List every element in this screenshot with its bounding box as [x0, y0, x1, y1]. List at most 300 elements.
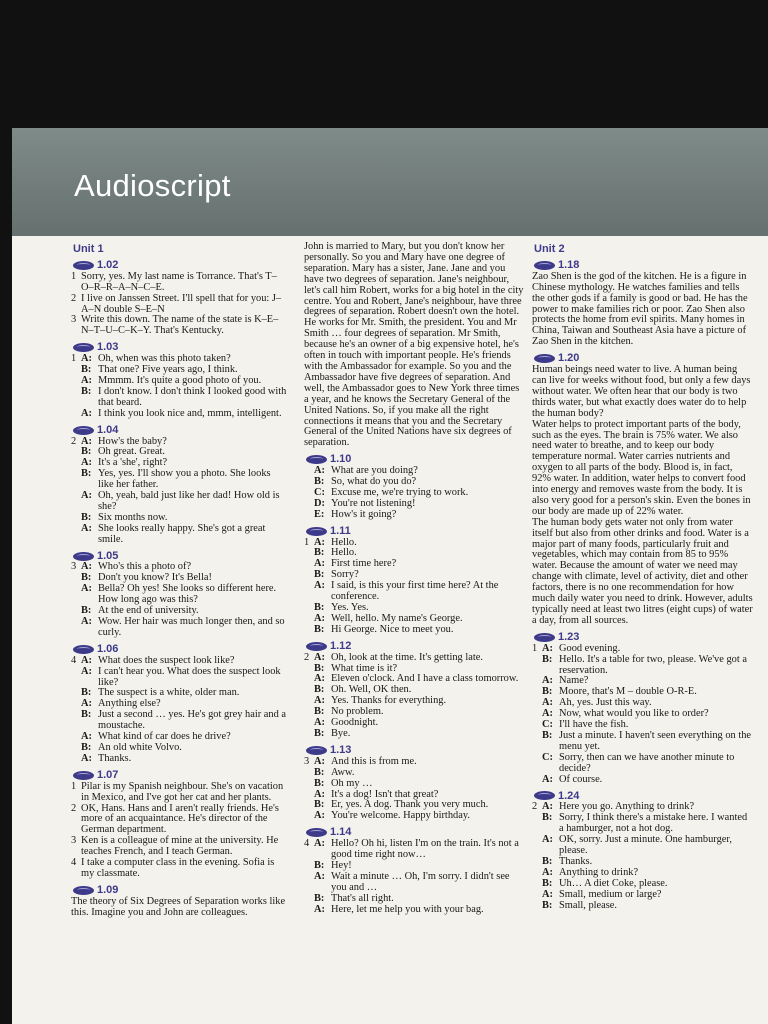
script-line [304, 768, 524, 779]
track-number: 1.10 [330, 453, 352, 466]
line-text: Bye. [331, 727, 351, 739]
speaker-label: B: [81, 385, 92, 397]
line-number [304, 581, 314, 603]
line-number [71, 469, 81, 491]
line-text: OK, sorry. Just a minute. One hamburger, please. [559, 834, 733, 857]
speaker-label: B: [81, 741, 92, 753]
line-number: 1 [304, 536, 310, 548]
line-number: 1 [71, 353, 77, 365]
cd-icon [306, 455, 327, 464]
line-text: It's a dog! Isn't that great? [331, 788, 439, 800]
line-number [71, 667, 81, 689]
script-line [71, 804, 287, 837]
speaker-label: A: [314, 558, 325, 570]
track-number: 1.12 [330, 639, 352, 652]
script-line [71, 524, 287, 546]
speaker-label: B: [314, 569, 325, 581]
line-text: Just a second … yes. He's got grey hair and a moustache. [98, 709, 286, 732]
line-text: Thanks. [98, 752, 132, 764]
speaker-label: B: [314, 662, 325, 674]
speaker-label: A: [81, 731, 92, 743]
line-text: Oh great. Great. [98, 446, 165, 458]
line-text: I said, is this your first time here? At the conference. [331, 580, 499, 603]
line-text: So, what do you do? [331, 476, 417, 488]
script-line [71, 315, 287, 337]
script-line [304, 894, 524, 905]
line-number: 1 [71, 780, 77, 792]
track-number: 1.24 [558, 789, 580, 802]
speaker-label: A: [542, 697, 553, 709]
script-line [71, 710, 287, 732]
script-line [71, 836, 287, 858]
speaker-label: C: [542, 719, 553, 731]
track-number: 1.20 [558, 352, 580, 365]
line-text: How's the baby? [98, 435, 167, 447]
track-heading [534, 260, 754, 271]
speaker-label: B: [314, 602, 325, 613]
line-number [304, 510, 314, 521]
line-text: Wow. Her hair was much longer then, and so curly. [98, 616, 285, 638]
cd-icon [534, 261, 555, 270]
line-number: 4 [71, 654, 77, 666]
speaker-label: B: [542, 686, 553, 698]
line-text: Hi George. Nice to meet you. [331, 623, 454, 635]
track-number: 1.03 [97, 341, 119, 354]
line-number [532, 775, 542, 786]
speaker-label: B: [81, 446, 92, 458]
speaker-label: A: [542, 888, 553, 900]
speaker-label: A: [81, 665, 92, 677]
line-text: Hello. It's a table for two, please. We've got a reservation. [559, 653, 747, 676]
line-text: I'll have the fish. [559, 719, 629, 731]
cd-icon [534, 633, 555, 642]
script-line [304, 653, 524, 664]
paragraph [71, 897, 287, 919]
paragraph [532, 365, 754, 420]
speaker-label: A: [314, 717, 325, 729]
script-line [304, 729, 524, 740]
line-number [304, 499, 314, 510]
track-heading [73, 551, 287, 562]
line-text: First time here? [331, 558, 397, 570]
paragraph [532, 272, 754, 348]
track-heading [306, 454, 524, 465]
speaker-label: B: [542, 899, 553, 911]
cd-icon [306, 642, 327, 651]
script-line [532, 890, 754, 901]
track-heading [306, 745, 524, 756]
cd-icon [73, 552, 94, 561]
track-number: 1.11 [330, 524, 351, 537]
line-number [304, 603, 314, 614]
speaker-label: D: [314, 497, 325, 509]
speaker-label: A: [314, 755, 325, 767]
cd-icon [73, 886, 94, 895]
line-number [532, 720, 542, 731]
line-text: Oh, look at the time. It's getting late. [331, 651, 483, 663]
speaker-label: B: [314, 727, 325, 739]
line-text: Small, medium or large? [559, 888, 662, 900]
line-text: You're welcome. Happy birthday. [331, 810, 470, 822]
line-text: Mmmm. It's quite a good photo of you. [98, 374, 262, 386]
line-number [532, 901, 542, 912]
track-heading [73, 260, 287, 271]
line-text: You're not listening! [331, 497, 416, 509]
line-text: Thanks. [559, 855, 593, 867]
line-number: 3 [71, 561, 77, 573]
line-number [304, 696, 314, 707]
speaker-label: A: [314, 612, 325, 624]
line-text: Write this down. The name of the state is K–E–N–T–U–C–K–Y. That's Kentucky. [81, 314, 279, 337]
line-text: I don't know. I don't think I looked good with that beard. [98, 385, 287, 408]
column-middle [304, 242, 524, 915]
line-text: Oh my … [331, 777, 373, 789]
line-number [304, 664, 314, 675]
speaker-label: A: [314, 810, 325, 822]
line-text: She looks really happy. She's got a great smile. [98, 522, 266, 545]
script-line [71, 858, 287, 880]
speaker-label: A: [542, 801, 553, 813]
speaker-label: A: [314, 673, 325, 685]
column-left [71, 242, 287, 919]
unit-heading: Unit 2 [534, 243, 565, 255]
line-text: Aww. [331, 766, 355, 778]
line-number [71, 524, 81, 546]
paragraph-text: John is married to Mary, but you don't know her personally. So you and Mary have one degree of separation. Mary has a sister, Jane. Jane and you have two degrees of separation. Jane's neighbour, let's call him Robert, works for a big hotel in the city centre. You and Robert, Jane's neighbour, have three degrees of separation. Robert doesn't own the hotel. He works for Mr. Smith, the president. You and Mr Smith … four degrees of separation. Mr Smith, because he's an owner of a big expensive hotel, he's often in touch with important people. He's friends with the Ambassador for example. So you and the Ambassador have five degrees of separation. And well, the Ambassador goes to New York three times a year, and he knows the Secretary General of the United Nations. So, if you make all the right connections it means that you and the Secretary General of the United Nations have six degrees of separation. [304, 241, 524, 449]
line-text: It's a 'she', right? [98, 457, 168, 469]
line-text: Pilar is my Spanish neighbour. She's on vacation in Mexico, and I've got her cat and her plants. [81, 780, 284, 803]
line-number [304, 674, 314, 685]
cd-icon [306, 527, 327, 536]
line-text: Hello. [331, 547, 357, 559]
speaker-label: C: [542, 751, 553, 763]
track-heading [534, 791, 754, 802]
line-number: 3 [304, 755, 310, 767]
line-text: Just a minute. I haven't seen everything on the menu yet. [559, 729, 752, 752]
speaker-label: B: [314, 623, 325, 635]
line-number [304, 729, 314, 740]
script-line [71, 617, 287, 639]
script-line [71, 272, 287, 294]
line-number [71, 699, 81, 710]
script-line [71, 667, 287, 689]
track-number: 1.23 [558, 630, 580, 643]
speaker-label: B: [542, 729, 553, 741]
line-number: 2 [71, 802, 77, 814]
line-text: Here, let me help you with your bag. [331, 903, 484, 915]
line-number [71, 732, 81, 743]
line-text: Oh. Well, OK then. [331, 684, 412, 696]
track-heading [73, 885, 287, 896]
speaker-label: B: [314, 547, 325, 559]
paragraph [304, 242, 524, 449]
cd-icon [73, 771, 94, 780]
line-number [532, 655, 542, 677]
line-number [304, 685, 314, 696]
speaker-label: A: [81, 752, 92, 764]
line-number [71, 409, 81, 420]
page-title: Audioscript [74, 168, 231, 203]
track-heading [306, 827, 524, 838]
speaker-label: A: [81, 490, 92, 502]
line-text: Yes, yes. I'll show you a photo. She looks like her father. [98, 468, 271, 491]
line-number [304, 614, 314, 625]
line-text: An old white Volvo. [98, 741, 182, 753]
line-number [532, 813, 542, 835]
line-number [71, 387, 81, 409]
line-number [532, 698, 542, 709]
line-text: Here you go. Anything to drink? [559, 801, 695, 813]
textbook-page [12, 128, 768, 1024]
track-heading [534, 632, 754, 643]
speaker-label: A: [314, 536, 325, 548]
speaker-label: A: [314, 838, 325, 850]
line-text: Well, hello. My name's George. [331, 612, 463, 624]
speaker-label: A: [314, 651, 325, 663]
cd-icon [306, 746, 327, 755]
line-number: 4 [71, 857, 77, 869]
line-text: I think you look nice and, mmm, intelligent. [98, 407, 282, 419]
line-number [304, 811, 314, 822]
line-text: Yes. Thanks for everything. [331, 695, 447, 707]
speaker-label: A: [81, 457, 92, 469]
speaker-label: B: [314, 706, 325, 718]
line-text: And this is from me. [331, 755, 417, 767]
line-number [71, 491, 81, 513]
line-number: 2 [71, 292, 77, 304]
track-number: 1.05 [97, 549, 119, 562]
script-line [304, 905, 524, 916]
line-number [71, 743, 81, 754]
speaker-label: B: [314, 859, 325, 871]
speaker-label: B: [314, 777, 325, 789]
line-text: What are you doing? [331, 465, 418, 477]
line-number [71, 513, 81, 524]
speaker-label: A: [81, 561, 92, 573]
line-number [304, 488, 314, 499]
line-text: I live on Janssen Street. I'll spell that for you: J–A–N double S–E–N [81, 292, 282, 315]
speaker-label: A: [542, 866, 553, 878]
line-number [304, 625, 314, 636]
line-text: Wait a minute … Oh, I'm sorry. I didn't see you and … [331, 870, 510, 893]
line-number [71, 617, 81, 639]
speaker-label: A: [542, 708, 553, 720]
speaker-label: B: [542, 653, 553, 665]
speaker-label: A: [81, 616, 92, 627]
line-text: Small, please. [559, 899, 618, 911]
line-text: The suspect is a white, older man. [98, 687, 240, 699]
line-number [71, 710, 81, 732]
speaker-label: A: [81, 522, 92, 534]
line-number [304, 718, 314, 729]
line-text: I take a computer class in the evening. Sofia is my classmate. [81, 857, 275, 879]
speaker-label: B: [81, 709, 92, 721]
speaker-label: E: [314, 508, 325, 520]
line-number [71, 447, 81, 458]
paragraph-text: Human beings need water to live. A human being can live for weeks without food, but only a few days without water. We often hear that our body is two thirds water, but what exactly does water do to help the human body? [532, 364, 751, 419]
paragraph [532, 518, 754, 627]
speaker-label: B: [81, 605, 92, 617]
line-number [71, 584, 81, 606]
line-number [532, 731, 542, 753]
line-text: Oh, yeah, bald just like her dad! How old is she? [98, 490, 280, 512]
script-line [532, 731, 754, 753]
script-line [304, 779, 524, 790]
script-line [71, 469, 287, 491]
track-number: 1.09 [97, 883, 119, 896]
line-text: OK, Hans. Hans and I aren't really friends. He's more of an acquaintance. He's director of the German department. [81, 802, 279, 836]
speaker-label: A: [542, 642, 553, 654]
line-number [532, 857, 542, 868]
speaker-label: B: [314, 892, 325, 904]
cd-icon [306, 828, 327, 837]
line-text: Hello. [331, 536, 357, 548]
line-text: Sorry? [331, 569, 359, 581]
speaker-label: B: [81, 468, 92, 480]
speaker-label: B: [81, 364, 92, 376]
line-text: What kind of car does he drive? [98, 731, 231, 743]
line-text: Hello? Oh hi, listen I'm on the train. It's not a good time right now… [331, 838, 519, 861]
speaker-label: A: [314, 465, 325, 477]
line-text: Good evening. [559, 642, 621, 654]
script-line [71, 584, 287, 606]
line-number [71, 688, 81, 699]
line-number: 4 [304, 838, 310, 850]
track-heading [73, 644, 287, 655]
speaker-label: B: [542, 855, 553, 867]
line-number [71, 754, 81, 765]
line-number [304, 559, 314, 570]
speaker-label: B: [81, 572, 92, 584]
speaker-label: A: [81, 407, 92, 419]
track-heading [306, 526, 524, 537]
track-number: 1.02 [97, 258, 119, 271]
track-heading [73, 342, 287, 353]
line-text: Er, yes. A dog. Thank you very much. [331, 799, 489, 811]
track-number: 1.18 [558, 258, 580, 271]
line-text: Excuse me, we're trying to work. [331, 486, 469, 498]
line-number [304, 894, 314, 905]
line-text: That one? Five years ago, I think. [98, 364, 238, 376]
track-heading [306, 641, 524, 652]
script-line [304, 839, 524, 861]
line-text: At the end of university. [98, 605, 199, 617]
line-text: No problem. [331, 706, 384, 718]
speaker-label: A: [314, 870, 325, 882]
speaker-label: B: [81, 511, 92, 523]
line-text: Sorry, yes. My last name is Torrance. That's T–O–R–R–A–N–C–E. [81, 270, 277, 293]
script-line [532, 775, 754, 786]
speaker-label: A: [314, 580, 325, 592]
speaker-label: A: [314, 788, 325, 800]
line-text: Six months now. [98, 511, 168, 523]
speaker-label: C: [314, 486, 325, 498]
track-number: 1.04 [97, 423, 119, 436]
column-right [532, 242, 754, 911]
line-text: Name? [559, 675, 589, 687]
line-number: 2 [532, 801, 538, 813]
line-text: Sorry, then can we have another minute to decide? [559, 751, 735, 774]
paragraph-text: Zao Shen is the god of the kitchen. He is a figure in Chinese mythology. He watches families and tells the other gods if a family is good or bad. He has the power to make families rich or poor. Zao Shen also protects the home from evil spirits. Many homes in China, Taiwan and Southeast Asia have a picture of Zao Shen in the kitchen. [532, 270, 748, 348]
line-number [71, 606, 81, 617]
line-number [304, 800, 314, 811]
line-number: 3 [71, 835, 77, 847]
line-number: 1 [532, 642, 538, 654]
speaker-label: A: [81, 435, 92, 447]
track-heading [73, 770, 287, 781]
line-text: Don't you know? It's Bella! [98, 572, 212, 584]
line-number: 1 [71, 270, 77, 282]
cd-icon [73, 261, 94, 270]
track-number: 1.14 [330, 826, 352, 839]
line-number [532, 890, 542, 901]
line-text: Sorry, I think there's a mistake here. I wanted a hamburger, not a hot dog. [559, 812, 748, 835]
line-text: Uh… A diet Coke, please. [559, 877, 668, 889]
script-line [532, 813, 754, 835]
paragraph [532, 420, 754, 518]
line-number [71, 458, 81, 469]
line-text: Of course. [559, 773, 603, 785]
script-line [532, 835, 754, 857]
speaker-label: A: [542, 675, 553, 687]
line-number [304, 570, 314, 581]
line-number [532, 676, 542, 687]
speaker-label: A: [314, 695, 325, 707]
speaker-label: B: [542, 877, 553, 889]
script-line [304, 581, 524, 603]
line-text: Ken is a colleague of mine at the university. He teaches French, and I teach German. [81, 835, 279, 858]
line-number [532, 868, 542, 879]
speaker-label: A: [81, 654, 92, 666]
track-number: 1.06 [97, 642, 119, 655]
line-number [304, 548, 314, 559]
line-number [304, 861, 314, 872]
line-text: Anything to drink? [559, 866, 639, 878]
script-line [304, 811, 524, 822]
line-number [71, 376, 81, 387]
line-number [71, 573, 81, 584]
line-number [304, 790, 314, 801]
line-text: I can't hear you. What does the suspect look like? [98, 665, 281, 688]
script-line [532, 753, 754, 775]
line-text: Oh, when was this photo taken? [98, 353, 231, 365]
speaker-label: A: [314, 903, 325, 915]
script-line [304, 510, 524, 521]
line-number [532, 709, 542, 720]
speaker-label: A: [81, 698, 92, 710]
line-text: Eleven o'clock. And I have a class tomorrow. [331, 673, 519, 685]
line-number [71, 365, 81, 376]
header-banner [12, 128, 768, 236]
cd-icon [534, 791, 555, 800]
line-text: What time is it? [331, 662, 398, 674]
script-line [71, 294, 287, 316]
line-number [304, 466, 314, 477]
script-line [71, 409, 287, 420]
line-text: Bella? Oh yes! She looks so different here. How long ago was this? [98, 583, 277, 606]
cd-icon [73, 645, 94, 654]
script-line [304, 872, 524, 894]
line-text: What does the suspect look like? [98, 654, 235, 666]
line-number [304, 872, 314, 894]
line-number [532, 879, 542, 890]
script-line [532, 901, 754, 912]
track-number: 1.13 [330, 743, 352, 756]
speaker-label: B: [314, 766, 325, 778]
line-text: That's all right. [331, 892, 394, 904]
script-line [304, 625, 524, 636]
track-heading [534, 353, 754, 364]
